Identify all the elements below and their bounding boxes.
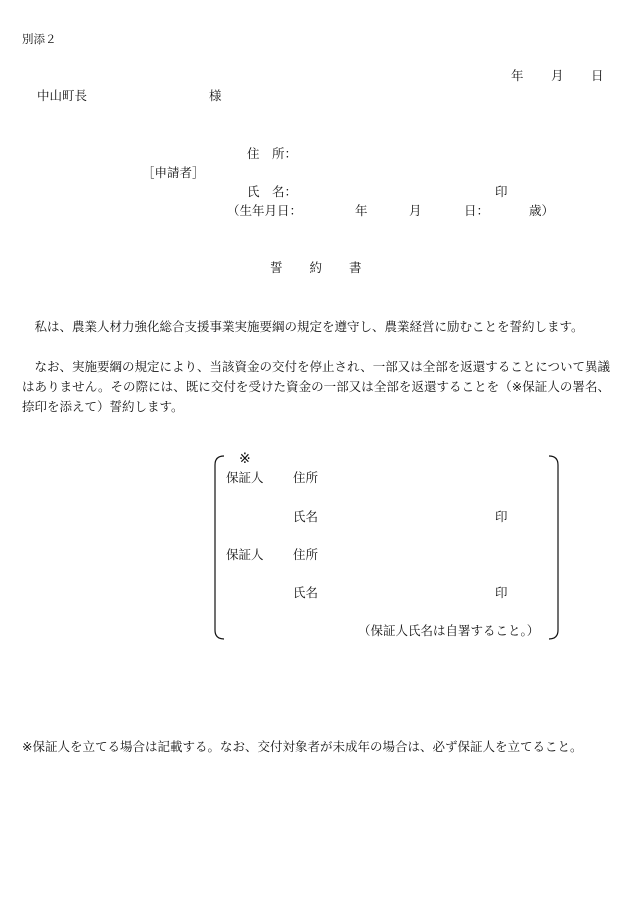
applicant-address-label: 住 所： <box>247 146 298 161</box>
birth-year-label: 年 <box>355 203 368 218</box>
guarantor-1-address-label: 住所 <box>293 470 319 485</box>
attachment-label: 別添２ <box>22 32 57 46</box>
guarantor-footnote: （保証人氏名は自署すること。） <box>358 623 540 638</box>
birth-month-label: 月 <box>409 203 422 218</box>
addressee: 中山町長 <box>37 88 88 103</box>
pledge-paragraph-1: 私は、農業人材力強化総合支援事業実施要綱の規定を遵守し、農業経営に励むことを誓約します。 <box>34 319 584 334</box>
title-char: 誓 <box>270 260 283 275</box>
guarantor-2-name-label: 氏名 <box>293 585 319 600</box>
document-title <box>270 262 362 275</box>
title-char: 約 <box>309 260 323 275</box>
footer-note: ※保証人を立てる場合は記載する。なお、交付対象者が未成年の場合は、必ず保証人を立てること。 <box>22 739 583 754</box>
date-year-label: 年 <box>511 68 524 83</box>
guarantor-2-address-label: 住所 <box>293 547 319 562</box>
applicant-name-label: 氏 名： <box>247 184 298 199</box>
birth-label: （生年月日： <box>227 203 303 218</box>
honorific: 様 <box>209 88 222 103</box>
guarantor-mark: ※ <box>239 451 251 467</box>
applicant-section-label: ［申請者］ <box>142 165 205 180</box>
title-char: 書 <box>349 260 362 275</box>
date-month-label: 月 <box>551 68 564 83</box>
guarantor-2-label: 保証人 <box>226 547 264 562</box>
guarantor-1-name-label: 氏名 <box>293 509 319 524</box>
date-day-label: 日 <box>591 68 604 83</box>
guarantor-1-label: 保証人 <box>226 470 264 485</box>
age-suffix: 歳） <box>529 203 555 218</box>
guarantor-1-seal: 印 <box>495 509 508 524</box>
guarantor-2-seal: 印 <box>495 585 508 600</box>
pledge-paragraph-2: なお、実施要綱の規定により、当該資金の交付を停止され、一部又は全部を返還することについて異議はありません。その際には、既に交付を受けた資金の一部又は全部を返還することを（※保証人の署名、捺印を添えて）誓約します。 <box>22 359 611 414</box>
birth-day-label: 日： <box>464 203 490 218</box>
applicant-seal: 印 <box>495 184 508 199</box>
